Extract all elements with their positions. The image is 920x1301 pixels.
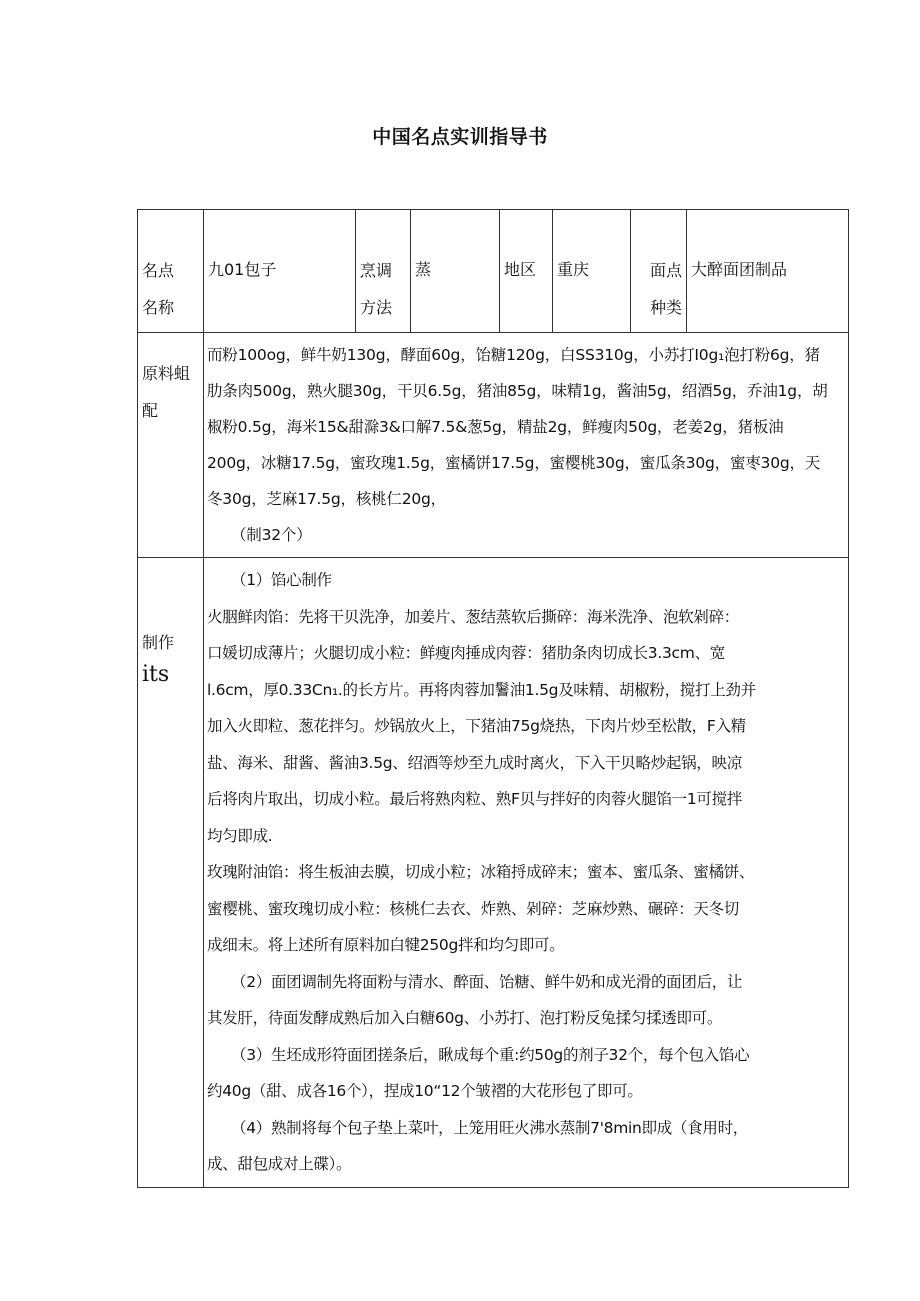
name-value-cell: [204, 210, 356, 333]
step1-line: 均匀即成.: [207, 826, 273, 845]
training-table: [137, 209, 849, 1188]
name-label-cell: [138, 210, 204, 333]
name-label-line-1: 名点: [142, 261, 175, 280]
ingredients-label-cell: [138, 333, 204, 558]
method-label-line-1: 烹调: [360, 261, 393, 280]
region-value-cell: [553, 210, 631, 333]
step1-line: 盐、海米、甜酱、酱油3.5g、绍酒等炒至九成时离火，下入干贝略炒起锅，映凉: [207, 753, 742, 772]
page-title: 中国名点实训指导书: [372, 126, 548, 148]
region-label-cell: [500, 210, 553, 333]
kind-label-line-2: 种类: [649, 298, 682, 317]
method-step-label-cell: [138, 558, 204, 1188]
step1-filling-line: 成细末。将上述所有原料加白犍250g拌和均匀即可。: [207, 936, 565, 954]
region-label: 地区: [504, 260, 537, 279]
step1-line: 火胭鲜肉馅：先将干贝洗净，加姜片、葱结蒸软后撕碎：海米洗净、泡软剁碎：: [207, 607, 740, 626]
step1-filling-line: 蜜樱桃、蜜玫瑰切成小粒：核桃仁去衣、炸熟、剁碎：芝麻炒熟、碾碎：天冬切: [207, 899, 740, 918]
ingredient-line: 肋条肉500g，熟火腿30g，干贝6.5g，猪油85g，味精1g，酱油5g，绍酒5g，乔油1g，胡: [207, 382, 828, 400]
yield-note: （制32个）: [231, 526, 312, 544]
region-value: 重庆: [557, 260, 590, 279]
method-row: [138, 558, 849, 1188]
step3-line: （3）生坯成形符面团搓条后，瞅成每个重:约50g的剂子32个，每个包入馅心: [231, 1045, 750, 1064]
method-step-label-line-1: 制作: [142, 633, 175, 652]
method-content-cell: [204, 558, 849, 1188]
step1-line: l.6cm，厚0.33Cn₁.的长方片。再将肉蓉加鬐油1.5g及味精、胡椒粉，搅打上劲并: [207, 680, 756, 699]
ingredient-line: 200g，冰糖17.5g，蜜玫瑰1.5g，蜜橘饼17.5g，蜜樱桃30g，蜜瓜条30g，蜜枣30g，天: [207, 454, 821, 472]
method-step-label-line-2: its: [142, 662, 170, 687]
method-value: 蒸: [415, 260, 432, 279]
name-value: 九01包子: [208, 260, 277, 279]
method-value-cell: [411, 210, 500, 333]
step1-line: 口媛切成薄片；火腿切成小粒：鲜瘦肉捶成肉蓉：猪肋条肉切成长3.3cm、宽: [207, 644, 725, 662]
step2-line: 其发肝，待面发酵成熟后加入白糖60g、小苏打、泡打粉反兔揉匀揉透即可。: [207, 1009, 723, 1027]
step4-line: （4）熟制将每个包子垫上菜叶，上笼用旺火沸水蒸制7'8min即成（食用时，: [231, 1118, 748, 1137]
ingredients-row: [138, 333, 849, 558]
kind-value-cell: [687, 210, 849, 333]
ingredients-label-line-2: 配: [142, 401, 159, 420]
method-label-line-2: 方法: [360, 298, 393, 317]
method-label-cell: [356, 210, 411, 333]
step4-line: 成、甜包成对上碟）。: [207, 1155, 352, 1173]
ingredient-line: 椒粉0.5g，海米15&甜滁3&口解7.5&葱5g，精盐2g，鲜瘦肉50g，老姜2g，猪板油: [207, 418, 784, 436]
step1-line: 后将肉片取出，切成小粒。最后将熟肉粒、熟F贝与拌好的肉蓉火腿馅一1可搅拌: [207, 790, 742, 808]
kind-value: 大醉面团制品: [691, 260, 788, 279]
kind-label-line-1: 面点: [649, 261, 682, 280]
ingredient-line: 冬30g，芝麻17.5g，核桃仁20g，: [207, 490, 446, 508]
step1-title: （1）馅心制作: [231, 571, 332, 589]
ingredients-content-cell: [204, 333, 849, 558]
kind-label-cell: [631, 210, 687, 333]
step3-line: 约40g（甜、成各16个），捏成10“12个皱褶的大花形包了即可。: [207, 1082, 643, 1100]
header-row: [138, 210, 849, 333]
step2-line: （2）面团调制先将面粉与清水、醉面、饴糖、鲜牛奶和成光滑的面团后，让: [231, 972, 743, 991]
ingredients-label-line-1: 原料蛆: [142, 364, 191, 383]
step1-line: 加入火即粒、葱花拌匀。炒锅放火上，下猪油75g烧热，下肉片炒至松散，F入精: [207, 717, 746, 735]
ingredient-line: 而粉100og，鲜牛奶130g，酵面60g，饴糖120g，白SS310g，小苏打I0g₁泡打粉6g，猪: [207, 346, 820, 364]
step1-filling-line: 玫瑰附油馅：将生板油去膜，切成小粒；冰箱捋成碎末；蜜本、蜜瓜条、蜜橘饼、: [207, 863, 755, 881]
name-label-line-2: 名称: [142, 298, 175, 317]
